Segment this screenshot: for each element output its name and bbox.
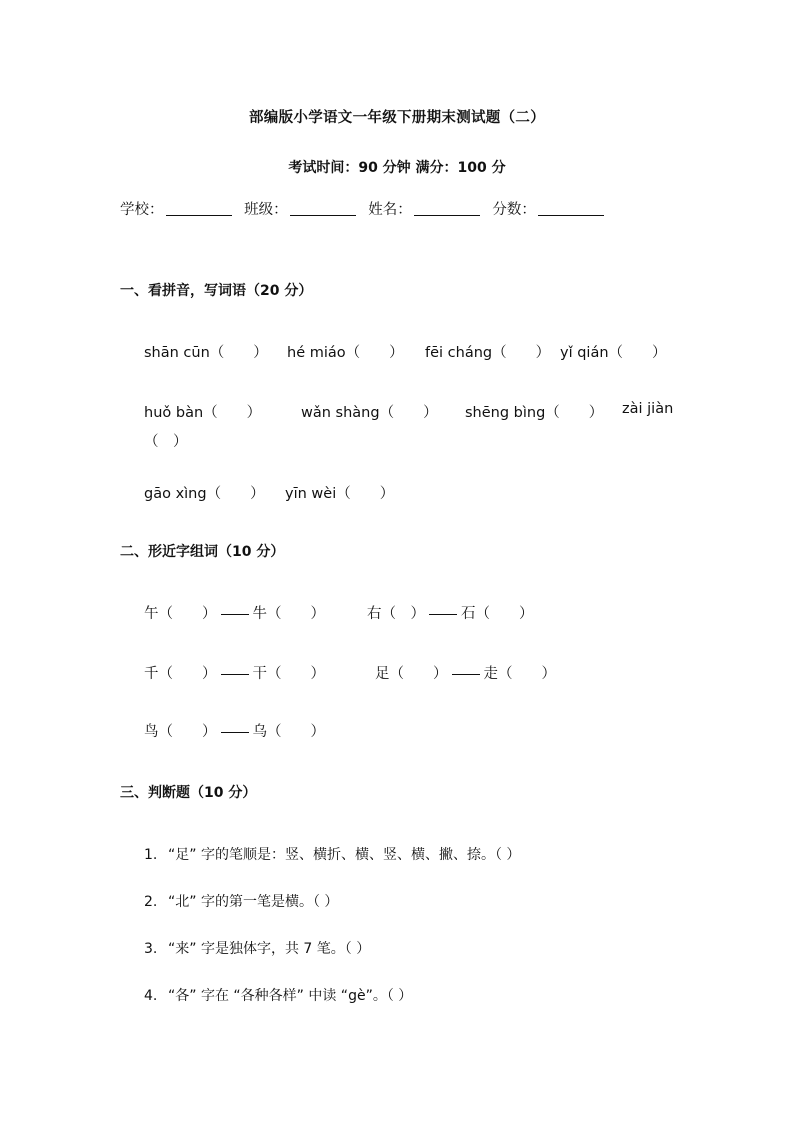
answer-parens[interactable]: （ ） [267, 666, 325, 682]
question-number: 3. [144, 941, 158, 957]
question-text: “来” 字是独体字，共 7 笔。（ ） [168, 941, 371, 957]
similar-char-pair [367, 602, 534, 623]
answer-parens[interactable]: （ ） [608, 345, 667, 361]
similar-char-pair [144, 720, 325, 741]
name-label: 姓名： [368, 202, 412, 218]
school-label: 学校： [120, 202, 164, 218]
true-false-question [144, 891, 338, 911]
char: 走 [483, 666, 498, 682]
dash-line [221, 674, 249, 675]
exam-info: 考试时间：90 分钟 满分：100 分 [288, 160, 506, 176]
pinyin-text: huǒ bàn [144, 405, 204, 421]
char: 石 [461, 606, 476, 622]
pinyin-text: fēi cháng [425, 345, 493, 361]
similar-char-pair [144, 662, 325, 683]
pinyin-item [301, 401, 438, 422]
pinyin-text: yīn wèi [285, 486, 337, 502]
pinyin-item [144, 401, 261, 422]
answer-parens[interactable]: （ ） [345, 345, 404, 361]
section-3-heading: 三、判断题（10 分） [120, 785, 257, 801]
section-2-heading: 二、形近字组词（10 分） [120, 544, 285, 560]
similar-char-pair [375, 662, 556, 683]
char: 乌 [252, 724, 267, 740]
pinyin-item [465, 401, 603, 422]
answer-parens[interactable]: （ ） [267, 606, 325, 622]
char: 右 [367, 606, 382, 622]
answer-parens[interactable]: （ ） [475, 606, 534, 622]
pinyin-text: yǐ qián [560, 345, 609, 361]
true-false-question [144, 844, 520, 864]
answer-parens[interactable]: （ ） [158, 606, 217, 622]
char: 牛 [252, 606, 267, 622]
dash-line [452, 674, 480, 675]
answer-parens[interactable]: （ ） [389, 666, 448, 682]
page-title: 部编版小学语文一年级下册期末测试题（二） [249, 110, 545, 126]
question-number: 1. [144, 847, 158, 863]
char: 足 [375, 666, 390, 682]
answer-parens[interactable]: （ ） [203, 405, 262, 421]
true-false-question [144, 938, 370, 958]
question-text: “北” 字的第一笔是横。（ ） [168, 894, 339, 910]
answer-parens[interactable]: （ ） [381, 606, 425, 622]
similar-char-pair [144, 602, 325, 623]
dash-line [429, 614, 457, 615]
char: 午 [144, 606, 159, 622]
true-false-question [144, 985, 412, 1005]
char: 千 [144, 666, 159, 682]
pinyin-item [622, 401, 673, 417]
answer-parens[interactable]: （ ） [209, 345, 268, 361]
question-number: 4. [144, 988, 158, 1004]
answer-parens[interactable]: （ ） [498, 666, 556, 682]
question-text: “各” 字在 “各种各样” 中读 “gè”。（ ） [168, 988, 413, 1004]
name-blank[interactable] [414, 201, 480, 216]
dash-line [221, 732, 249, 733]
char: 干 [252, 666, 267, 682]
char: 鸟 [144, 724, 159, 740]
pinyin-item [285, 482, 394, 503]
question-number: 2. [144, 894, 158, 910]
answer-parens[interactable]: （ ） [158, 724, 217, 740]
dash-line [221, 614, 249, 615]
student-info-row [120, 198, 612, 219]
score-blank[interactable] [538, 201, 604, 216]
pinyin-item [287, 341, 404, 362]
pinyin-text: shēng bìng [465, 405, 546, 421]
score-label: 分数： [492, 202, 536, 218]
section-1-heading: 一、看拼音，写词语（20 分） [120, 283, 313, 299]
class-label: 班级： [244, 202, 288, 218]
pinyin-text: wǎn shàng [301, 405, 380, 421]
pinyin-text: hé miáo [287, 345, 346, 361]
pinyin-text: shān cūn [144, 345, 210, 361]
pinyin-text: gāo xìng [144, 486, 207, 502]
answer-parens[interactable]: （ ） [379, 405, 438, 421]
pinyin-item [144, 341, 268, 362]
answer-parens[interactable]: （ ） [144, 434, 188, 450]
answer-parens[interactable]: （ ） [545, 405, 604, 421]
class-blank[interactable] [290, 201, 356, 216]
question-text: “足” 字的笔顺是：竖、横折、横、竖、横、撇、捺。（ ） [168, 847, 521, 863]
answer-parens[interactable]: （ ） [267, 724, 325, 740]
pinyin-item [425, 341, 550, 362]
pinyin-item [144, 482, 265, 503]
school-blank[interactable] [166, 201, 232, 216]
pinyin-text: zài jiàn [622, 401, 674, 417]
answer-parens[interactable]: （ ） [492, 345, 551, 361]
answer-parens[interactable]: （ ） [158, 666, 217, 682]
pinyin-item [560, 341, 667, 362]
answer-parens[interactable]: （ ） [206, 486, 265, 502]
answer-parens[interactable]: （ ） [336, 486, 395, 502]
